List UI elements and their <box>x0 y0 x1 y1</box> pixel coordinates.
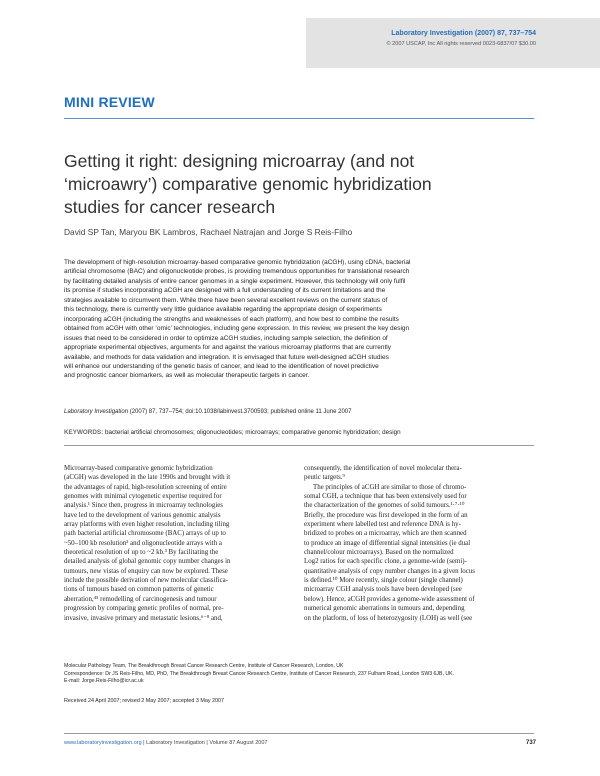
body-line: peutic targets.⁹ <box>304 474 345 482</box>
body-line: is defined.¹⁰ More recently, single colour (single channel) <box>304 577 463 585</box>
body-line: array platforms with even higher resolution, including tiling <box>64 521 230 529</box>
section-divider <box>64 118 534 119</box>
body-line: analysis.¹ Since then, progress in microarray technologies <box>64 502 223 510</box>
received-dates: Received 24 April 2007; revised 2 May 2007; accepted 3 May 2007 <box>64 698 225 704</box>
footer-divider <box>64 733 534 734</box>
abstract-line: will enhance our understanding of the genetic basis of cancer, and lead to the identification of novel predictive <box>64 362 379 370</box>
correspondence-line: Correspondence: Dr JS Reis-Filho, MD, PhD, The Breakthrough Breast Cancer Research Centre, Institute of Cancer Research, 237 Fulham Road, London SW3 6JB, UK. <box>64 670 455 677</box>
abstract-line: The development of high-resolution microarray-based comparative genomic hybridization (aCGH), using cDNA, bacterial <box>64 259 411 266</box>
journal-reference: Laboratory Investigation (2007) 87, 737–754 <box>391 30 536 37</box>
email-line[interactable]: E-mail: Jorge.Reis-Filho@icr.ac.uk <box>64 678 144 685</box>
copyright-notice: © 2007 USCAP, Inc All rights reserved 0023-6837/07 $30.00 <box>386 41 536 47</box>
keywords-text: bacterial artificial chromosomes; oligonucleotides; microarrays; comparative genomic hybridization; design <box>104 429 401 436</box>
body-line: The principles of aCGH are similar to those of chromo- <box>313 483 467 491</box>
body-line: numerical genomic aberrations in tumours and, depending <box>304 605 465 613</box>
body-line: microarray CGH analysis tools have been developed (see <box>304 586 462 594</box>
body-column-left <box>64 464 293 623</box>
title-line: ‘microawry’) comparative genomic hybridization <box>64 174 432 194</box>
abstract-line: this technology, there is currently very little guidance available regarding the appropriate design of experiments <box>64 306 382 314</box>
abstract-line: incorporating aCGH (including the strengths and weaknesses of each platform), and how best to combine the results <box>64 315 399 323</box>
body-line: bridized to probes on a microarray, which are then scanned <box>304 530 467 538</box>
abstract-line: available, and methods for data validation and integration. It is envisaged that future well-designed aCGH studies <box>64 353 389 361</box>
abstract <box>64 258 534 381</box>
body-line: aberration,⁴⁵ remodelling of carcinogenesis and tumour <box>64 595 217 603</box>
abstract-line: its promise if studies incorporating aCGH are designed with a full understanding of its current limitations and the <box>64 287 386 295</box>
body-line: tions of tumours based on common patterns of genetic <box>64 586 214 594</box>
section-label: MINI REVIEW <box>64 94 155 110</box>
abstract-line: by facilitating detailed analysis of entire cancer genomes in a single experiment. However, this technology will only fulfil <box>64 277 406 285</box>
body-line: channel/colour microarrays). Based on the normalized <box>304 549 454 557</box>
abstract-line: artificial chromosome (BAC) and oligonucleotide probes, is providing tremendous opportunities for translational research <box>64 268 410 276</box>
abstract-line: issues that need to be considered in order to optimize aCGH studies, including sample selection, the definition of <box>64 334 388 342</box>
article-title <box>64 150 534 219</box>
abstract-line: strategies available to circumvent them. While there have been several excellent reviews on the current status of <box>64 296 388 304</box>
abstract-line: obtained from aCGH with other ‘omic’ technologies, including gene expression. In this review, we present the key design <box>64 325 410 333</box>
body-line: Microarray-based comparative genomic hybridization <box>64 465 213 472</box>
keywords-divider <box>64 445 534 446</box>
body-line: path bacterial artificial chromosome (BAC) arrays of up to <box>64 530 226 538</box>
body-line: ~50–100 kb resolution² and oligonucleotide arrays with a <box>64 539 222 547</box>
title-line: Getting it right: designing microarray (and not <box>64 151 415 171</box>
body-column-right <box>304 464 533 623</box>
body-line: (aCGH) was developed in the late 1990s and brought with it <box>64 474 231 482</box>
footer-text: | Laboratory Investigation | Volume 87 August 2007 <box>141 740 268 746</box>
affiliations <box>64 663 544 686</box>
body-line: Briefly, the procedure was first developed in the form of an <box>304 511 468 519</box>
body-line: somal CGH, a technique that has been extensively used for <box>304 493 467 501</box>
body-line: theoretical resolution of up to ~2 kb.³ By facilitating the <box>64 549 219 557</box>
body-line: consequently, the identification of novel molecular thera- <box>304 465 462 472</box>
body-line: detailed analysis of global genomic copy number changes in <box>64 558 231 566</box>
abstract-line: and prognostic cancer biomarkers, as well as molecular therapeutic targets in cancer. <box>64 372 310 380</box>
body-line: experiment where labelled test and reference DNA is hy- <box>304 521 461 529</box>
citation-details: (2007) 87, 737–754; doi:10.1038/labinvest.3700593; published online 11 June 2007 <box>129 409 352 415</box>
body-line: below). Hence, aCGH provides a genome-wide assessment of <box>304 595 475 603</box>
title-line: studies for cancer research <box>64 197 276 217</box>
body-line: on the platform, of loss of heterozygosity (LOH) as well (see <box>304 614 473 622</box>
body-line: the characterization of the genomes of solid tumours.¹·⁷·¹⁰ <box>304 502 465 510</box>
body-line: to produce an image of differential signal intensities (ie dual <box>304 539 471 547</box>
body-line: genomes with minimal cytogenetic expertise required for <box>64 493 222 501</box>
body-line: include the possible derivation of new molecular classifica- <box>64 577 228 585</box>
page-number: 737 <box>526 740 537 746</box>
body-line: the advantages of rapid, high-resolution screening of entire <box>64 483 227 491</box>
citation-journal: Laboratory Investigation <box>64 409 129 415</box>
page-footer <box>64 740 267 746</box>
body-line: tumours, new vistas of enquiry can now be explored. These <box>64 567 228 575</box>
body-line: quantitative analysis of copy number changes in a given locus <box>304 567 475 575</box>
citation-line <box>64 409 351 415</box>
journal-url-link[interactable]: www.laboratoryinvestigation.org <box>64 740 142 746</box>
body-line: invasive, invasive primary and metastatic lesions,⁶⁻⁸ and, <box>64 614 223 622</box>
affiliation-line: Molecular Pathology Team, The Breakthrough Breast Cancer Research Centre, Institute of Cancer Research, London, UK <box>64 663 344 669</box>
author-list: David SP Tan, Maryou BK Lambros, Rachael Natrajan and Jorge S Reis-Filho <box>64 227 353 237</box>
body-line: have led to the development of various genomic analysis <box>64 511 221 519</box>
body-line: Log2 ratios for each specific clone, a genome-wide (semi)- <box>304 558 467 566</box>
abstract-line: appropriate experimental objectives, arguments for and against the various microarray platforms that are currently <box>64 344 391 352</box>
body-line: progression by comparing genetic profiles of normal, pre- <box>64 605 224 613</box>
keywords <box>64 429 401 436</box>
keywords-label: KEYWORDS: <box>64 429 104 436</box>
